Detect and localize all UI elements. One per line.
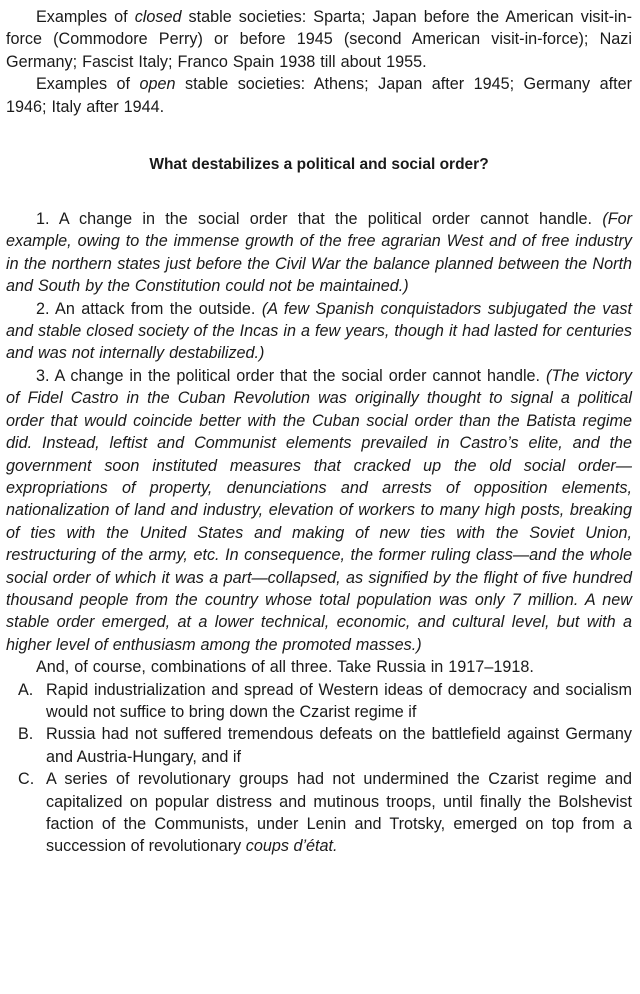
point-1-text: 1. A change in the social order that the political order cannot handle. (36, 210, 603, 229)
sub-item-b (18, 723, 632, 768)
point-2-text: 2. An attack from the outside. (36, 299, 262, 318)
closed-emphasis: closed (134, 8, 182, 26)
open-societies-paragraph (6, 73, 632, 118)
point-1-example: (For example, owing to the immense growth of the free agrarian West and of free industry in the northern states just before the Civil War the balance planned between the North and South by the Constitution could not be maintained.) (6, 210, 632, 296)
combinations-line: And, of course, combinations of all three. Take Russia in 1917–1918. (36, 658, 534, 677)
sub-item-a-letter: A. (18, 680, 34, 699)
closed-rest-text: stable societies: Sparta; Japan before the American visit-in-force (Commodore Perry) or before 1945 (second American visit-in-force); Nazi Germany; Fascist Italy; Franco Spain 1938 till about 1955. (6, 8, 632, 71)
open-emphasis: open (139, 75, 176, 94)
closed-societies-paragraph (6, 6, 632, 73)
sub-item-a (18, 679, 632, 724)
book-page (6, 6, 632, 858)
section-heading: What destabilizes a political and social order? (149, 156, 489, 174)
sub-item-b-letter: B. (18, 725, 34, 744)
sub-item-c-body (46, 768, 632, 858)
sub-item-c-text: A series of revolutionary groups had not undermined the Czarist regime and capitalized on popular distress and mutinous troops, until finally the Bolshevist faction of the Communists, under Lenin and Trotsky, emerged on top from a succession of revolutionary (46, 770, 632, 856)
sub-item-c (18, 768, 632, 858)
sub-item-a-text: Rapid industrialization and spread of Western ideas of democracy and socialism would not suffice to bring down the Czarist regime if (46, 680, 632, 721)
point-3-example: (The victory of Fidel Castro in the Cuban Revolution was originally thought to signal a political order that would coincide better with the Cuban social order than the Batista regime did. Instead, leftist and Communist elements prevailed in Castro’s elite, and the government soon instituted measures that cracked up the old social order—expropriations of property, denunciations and arrests of opposition elements, nationalization of land and industry, elevation of workers to many high posts, breaking of ties with the United States and making of new ties with the Soviet Union, restructuring of the army, etc. In consequence, the former ruling class—and the whole social order of which it was a part—collapsed, as signified by the flight of five hundred thousand people from the country whose total population was only 7 million. A new stable order emerged, at a lower technical, economic, and cultural level, but with a higher level of enthusiasm among the promoted masses.) (6, 366, 632, 654)
open-rest-text: stable societies: Athens; Japan after 1945; Germany after 1946; Italy after 1944. (6, 75, 632, 116)
point-3-text: 3. A change in the political order that the social order cannot handle. (36, 366, 546, 385)
sub-item-c-letter: C. (18, 770, 35, 789)
closed-lead-text: Examples of (36, 8, 135, 26)
sub-item-b-text: Russia had not suffered tremendous defeats on the battlefield against Germany and Austria-Hungary, and if (46, 725, 632, 766)
point-3-paragraph (6, 365, 632, 656)
point-2-paragraph (6, 298, 632, 365)
point-1-paragraph (6, 208, 632, 298)
point-2-example: (A few Spanish conquistadors subjugated the vast and stable closed society of the Incas in a few years, though it had lasted for centuries and was not internally destabilized.) (6, 299, 632, 363)
sub-item-c-emphasis: coups d’état. (245, 837, 338, 856)
open-lead-text: Examples of (36, 75, 140, 94)
